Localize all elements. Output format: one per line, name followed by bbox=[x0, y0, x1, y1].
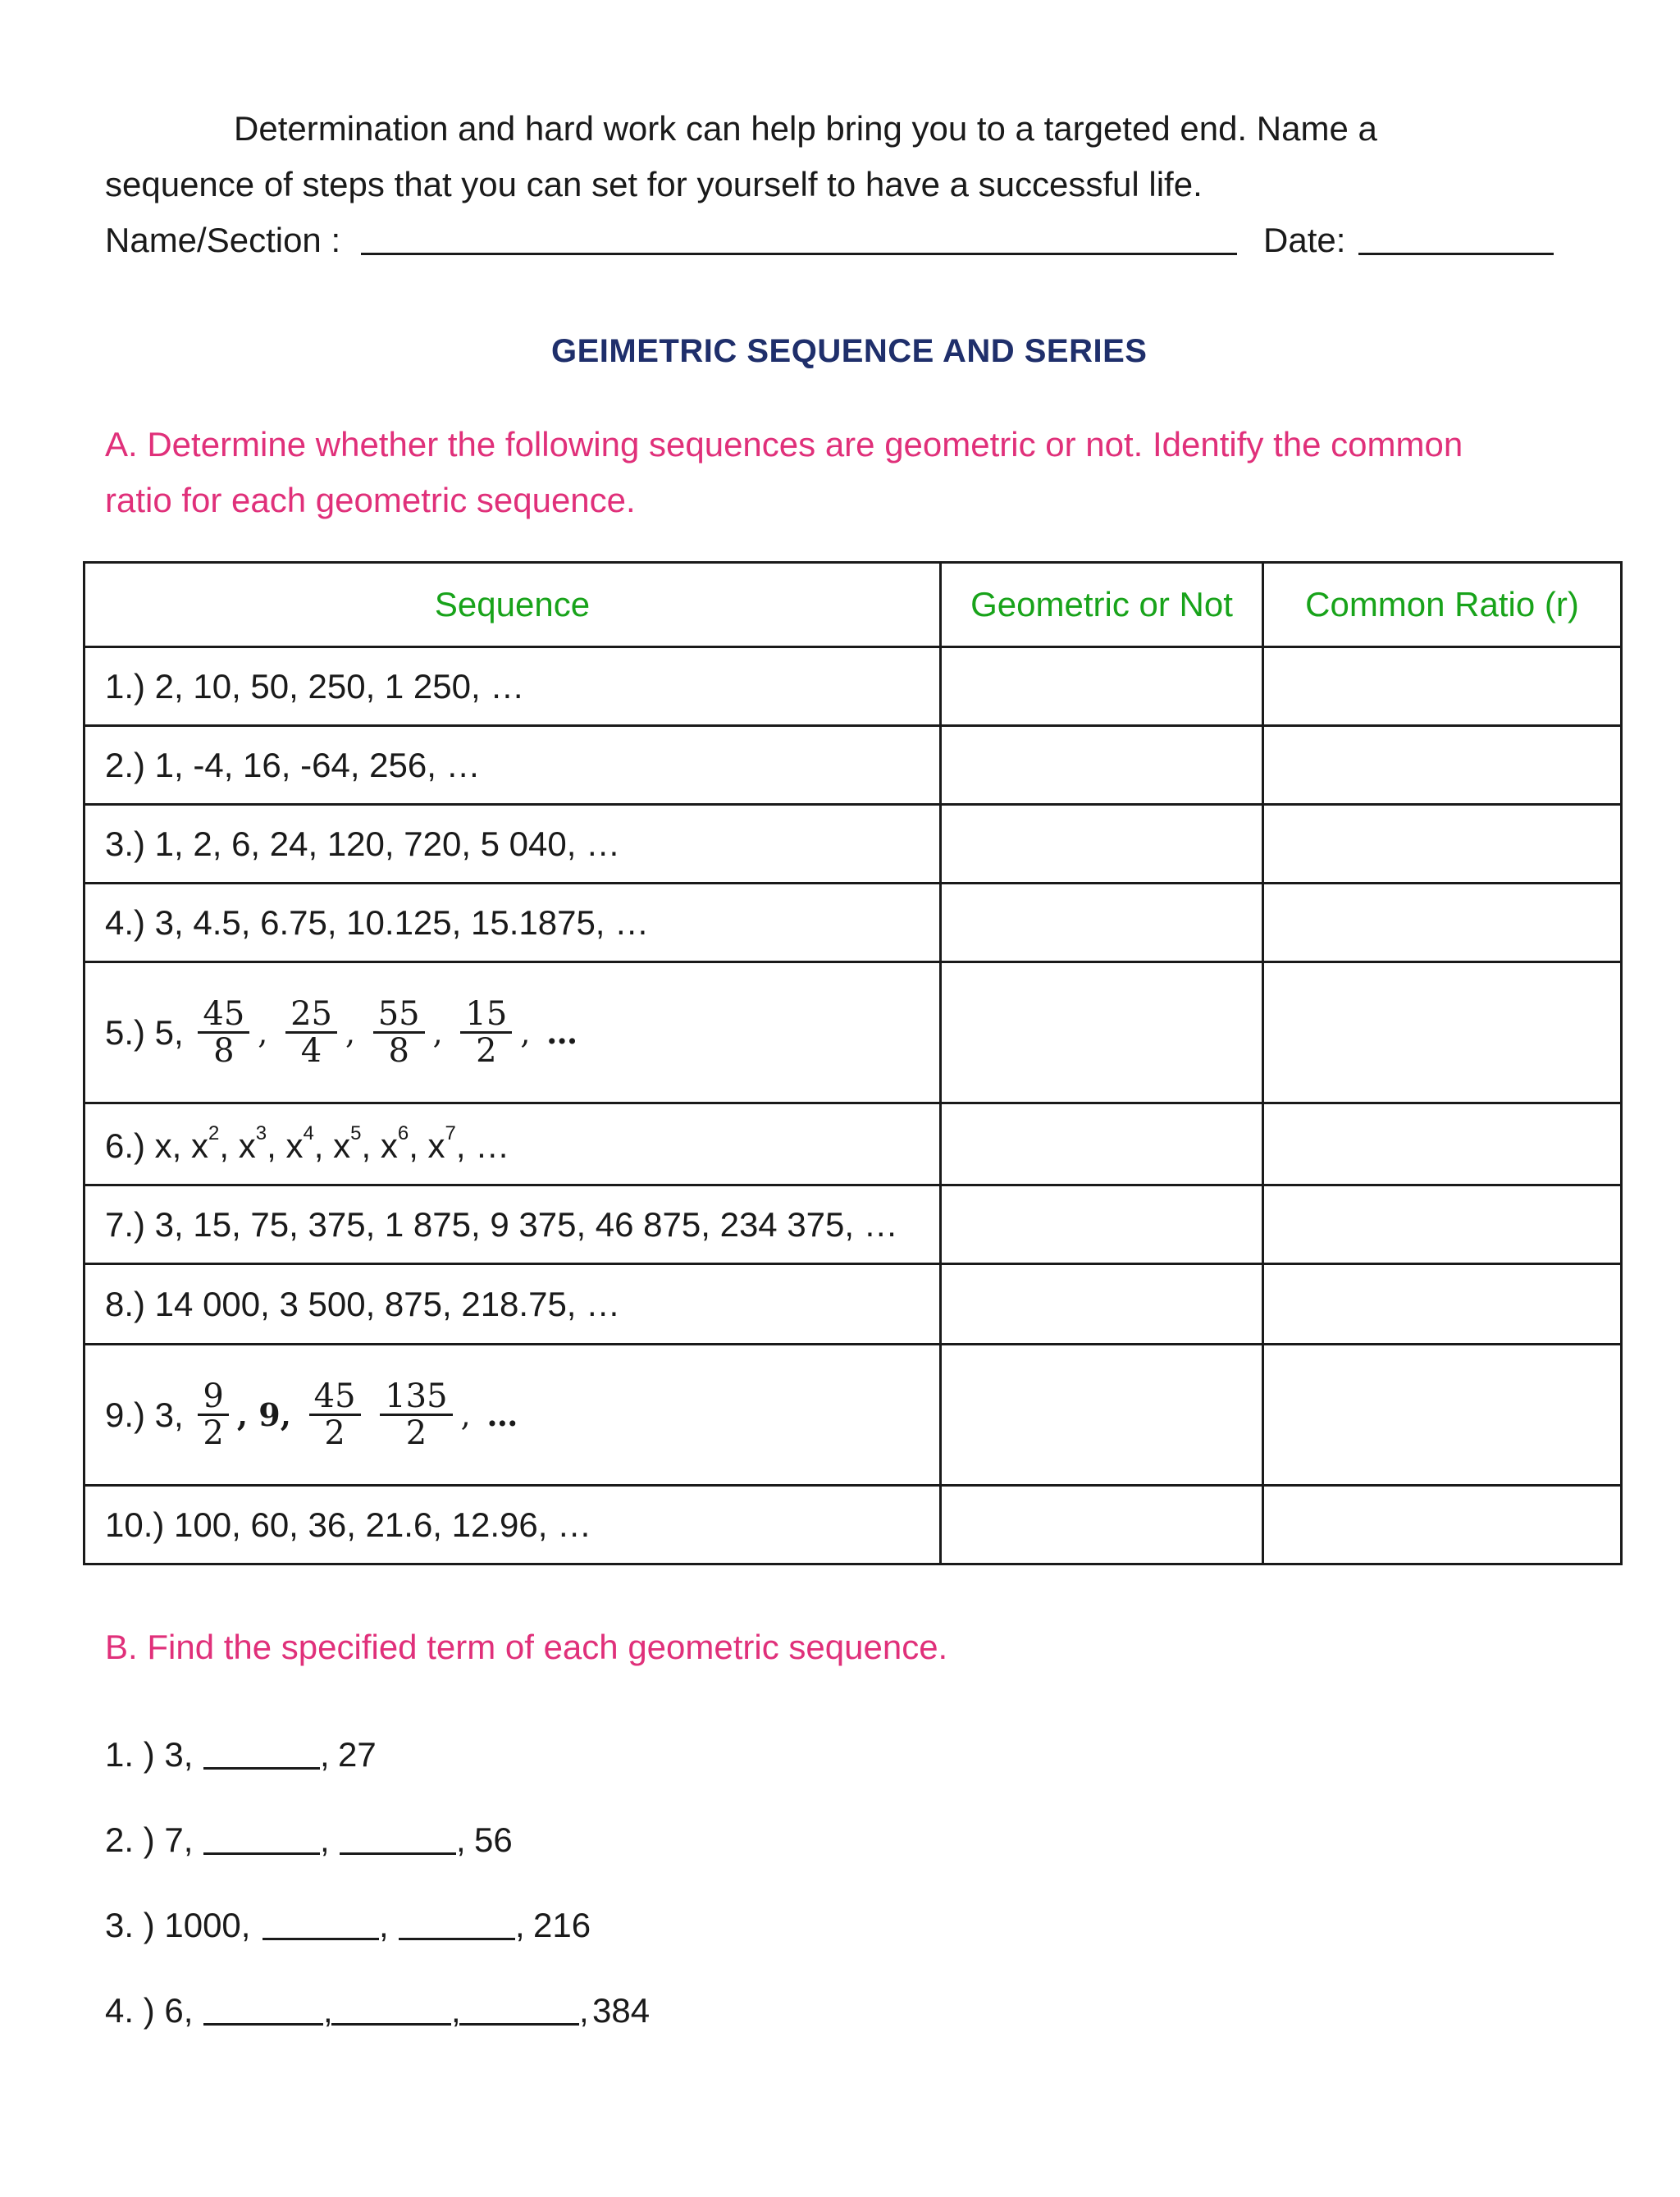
item-2-blank-2[interactable] bbox=[340, 1852, 456, 1855]
item-3-blank-1[interactable] bbox=[262, 1938, 379, 1940]
answer-ratio-8[interactable] bbox=[1263, 1264, 1622, 1345]
answer-ratio-7[interactable] bbox=[1263, 1185, 1622, 1264]
item-4-start: 4. ) 6, bbox=[105, 1991, 194, 2030]
table-row bbox=[84, 647, 1622, 726]
sequence-3: 3.) 1, 2, 6, 24, 120, 720, 5 040, … bbox=[105, 824, 621, 863]
item-comma: , bbox=[451, 1991, 461, 2030]
item-3-blank-2[interactable] bbox=[399, 1938, 515, 1940]
item-3-end: 216 bbox=[533, 1906, 591, 1944]
item-4-end: 384 bbox=[592, 1991, 651, 2030]
fraction: $\frac{25}{4}$ bbox=[285, 997, 337, 1068]
item-2-end: 56 bbox=[474, 1820, 513, 1859]
item-comma: , bbox=[323, 1991, 333, 2030]
table-row bbox=[84, 1264, 1622, 1345]
answer-ratio-3[interactable] bbox=[1263, 805, 1622, 884]
fraction: $\frac{45}{8}$ bbox=[198, 997, 249, 1068]
item-2-blank-1[interactable] bbox=[203, 1852, 320, 1855]
table-row bbox=[84, 884, 1622, 962]
sequence-9: 9.) 3, $\frac{9}{2}$ , 9, $\frac{45}{2}$ $\frac{135}{2}$ , … bbox=[105, 1377, 518, 1452]
fraction: $\frac{135}{2}$ bbox=[380, 1379, 452, 1450]
sequence-4: 4.) 3, 4.5, 6.75, 10.125, 15.1875, … bbox=[105, 902, 650, 942]
answer-ratio-2[interactable] bbox=[1263, 726, 1622, 805]
item-comma: , bbox=[579, 1991, 589, 2030]
table-row bbox=[84, 1185, 1622, 1264]
item-1-end: 27 bbox=[338, 1735, 377, 1774]
table-row bbox=[84, 1486, 1622, 1564]
name-section-label: Name/Section : bbox=[105, 221, 341, 259]
item-1-blank-1[interactable] bbox=[203, 1767, 320, 1770]
table-row bbox=[84, 1345, 1622, 1486]
answer-geometric-1[interactable] bbox=[941, 647, 1263, 726]
sequence-table bbox=[83, 561, 1623, 1565]
date-label: Date: bbox=[1263, 221, 1346, 259]
date-field[interactable] bbox=[1358, 253, 1554, 255]
intro-line-2: sequence of steps that you can set for yourself to have a successful life. bbox=[105, 165, 1203, 203]
fraction: $\frac{55}{8}$ bbox=[373, 997, 425, 1068]
sequence-5: 5.) 5, $\frac{45}{8}$ , $\frac{25}{4}$ , $\frac{55}{8}$ , $\frac{15}{2}$ , … bbox=[105, 995, 578, 1070]
sequence-8: 8.) 14 000, 3 500, 875, 218.75, … bbox=[105, 1284, 621, 1323]
answer-ratio-6[interactable] bbox=[1263, 1103, 1622, 1185]
item-comma: , bbox=[515, 1906, 525, 1944]
fraction: $\frac{45}{2}$ bbox=[309, 1379, 361, 1450]
answer-geometric-8[interactable] bbox=[941, 1264, 1263, 1345]
answer-geometric-4[interactable] bbox=[941, 884, 1263, 962]
section-b-instruction: B. Find the specified term of each geometric sequence. bbox=[105, 1628, 948, 1666]
page-title: GEIMETRIC SEQUENCE AND SERIES bbox=[551, 333, 1148, 369]
answer-geometric-2[interactable] bbox=[941, 726, 1263, 805]
answer-geometric-3[interactable] bbox=[941, 805, 1263, 884]
section-a-instruction-2: ratio for each geometric sequence. bbox=[105, 481, 636, 519]
fraction: $\frac{15}{2}$ bbox=[460, 997, 512, 1068]
table-row bbox=[84, 805, 1622, 884]
item-4-blank-3[interactable] bbox=[459, 2023, 579, 2026]
item-comma: , bbox=[320, 1820, 330, 1859]
answer-geometric-7[interactable] bbox=[941, 1185, 1263, 1264]
table-header-row bbox=[84, 563, 1622, 647]
header-sequence: Sequence bbox=[84, 563, 941, 647]
answer-geometric-6[interactable] bbox=[941, 1103, 1263, 1185]
name-section-field[interactable] bbox=[361, 253, 1237, 255]
answer-ratio-9[interactable] bbox=[1263, 1345, 1622, 1486]
item-2-start: 2. ) 7, bbox=[105, 1820, 194, 1859]
table-row bbox=[84, 1103, 1622, 1185]
item-comma: , bbox=[456, 1820, 466, 1859]
answer-geometric-9[interactable] bbox=[941, 1345, 1263, 1486]
intro-line-1: Determination and hard work can help bring you to a targeted end. Name a bbox=[234, 109, 1377, 148]
item-1-start: 1. ) 3, bbox=[105, 1735, 194, 1774]
sequence-1: 1.) 2, 10, 50, 250, 1 250, … bbox=[105, 666, 525, 706]
answer-ratio-10[interactable] bbox=[1263, 1486, 1622, 1564]
sequence-7: 7.) 3, 15, 75, 375, 1 875, 9 375, 46 875, 234 375, … bbox=[105, 1204, 898, 1244]
table-row bbox=[84, 962, 1622, 1103]
sequence-2: 2.) 1, -4, 16, -64, 256, … bbox=[105, 745, 481, 784]
sequence-6: 6.) x, $x^2$, $x^3$, $x^4$, $x^5$, $x^6$, $x^7$, … bbox=[105, 1122, 510, 1165]
answer-ratio-1[interactable] bbox=[1263, 647, 1622, 726]
item-4-blank-2[interactable] bbox=[331, 2023, 451, 2026]
item-4-blank-1[interactable] bbox=[203, 2023, 323, 2026]
header-common-ratio: Common Ratio (r) bbox=[1263, 563, 1622, 647]
fraction: $\frac{9}{2}$ bbox=[198, 1379, 228, 1450]
header-geometric-or-not: Geometric or Not bbox=[941, 563, 1263, 647]
item-comma: , bbox=[320, 1735, 330, 1774]
table-row bbox=[84, 726, 1622, 805]
answer-ratio-4[interactable] bbox=[1263, 884, 1622, 962]
answer-ratio-5[interactable] bbox=[1263, 962, 1622, 1103]
item-comma: , bbox=[379, 1906, 389, 1944]
answer-geometric-10[interactable] bbox=[941, 1486, 1263, 1564]
sequence-10: 10.) 100, 60, 36, 21.6, 12.96, … bbox=[105, 1505, 592, 1544]
answer-geometric-5[interactable] bbox=[941, 962, 1263, 1103]
sequence-5-prefix: 5.) 5, bbox=[105, 1012, 184, 1052]
item-3-start: 3. ) 1000, bbox=[105, 1906, 251, 1944]
section-a-instruction-1: A. Determine whether the following sequences are geometric or not. Identify the common bbox=[105, 425, 1463, 464]
